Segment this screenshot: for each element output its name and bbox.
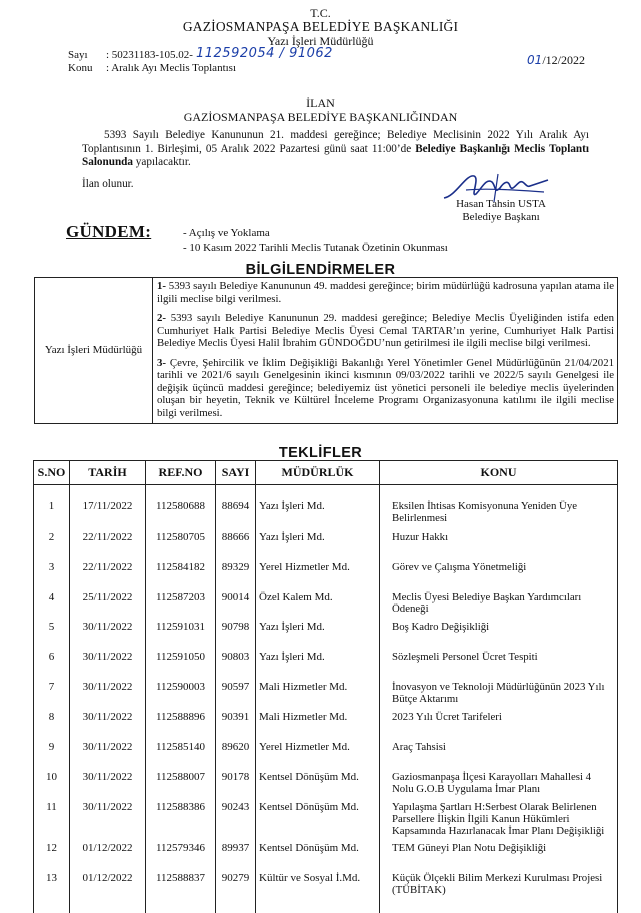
- info-item-number: 2-: [157, 312, 166, 324]
- table-row: [34, 617, 618, 647]
- column-header-date: TARİH: [70, 461, 146, 485]
- row-department: Özel Kalem Md.: [256, 587, 380, 617]
- row-subject: Küçük Ölçekli Bilim Merkezi Kurulması Projesi (TÜBİTAK): [380, 868, 618, 913]
- notice-subtitle: GAZİOSMANPAŞA BELEDİYE BAŞKANLIĞINDAN: [183, 110, 458, 124]
- info-items: [153, 278, 618, 424]
- row-date: 30/11/2022: [70, 797, 146, 838]
- row-number: 12: [34, 838, 70, 868]
- row-ref-no: 112585140: [146, 737, 216, 767]
- info-item: [157, 312, 614, 350]
- agenda-item: - 10 Kasım 2022 Tarihli Meclis Tutanak Özetinin Okunması: [183, 242, 448, 254]
- row-date: 01/12/2022: [70, 868, 146, 913]
- info-item: [157, 280, 614, 305]
- row-ref-no: 112584182: [146, 557, 216, 587]
- row-sayi: 90014: [216, 587, 256, 617]
- row-sayi: 90178: [216, 767, 256, 797]
- row-ref-no: 112591050: [146, 647, 216, 677]
- row-sayi: 90279: [216, 868, 256, 913]
- row-subject: TEM Güneyi Plan Notu Değişikliği: [380, 838, 618, 868]
- row-sayi: 90798: [216, 617, 256, 647]
- agenda-item: - Açılış ve Yoklama: [183, 227, 270, 239]
- reference-block: [68, 46, 333, 75]
- row-date: 22/11/2022: [70, 557, 146, 587]
- row-number: 13: [34, 868, 70, 913]
- row-sayi: 90243: [216, 797, 256, 838]
- signatory-name: Hasan Tahsin USTA: [456, 198, 546, 210]
- row-department: Yazı İşleri Md.: [256, 527, 380, 557]
- table-row: [34, 485, 618, 527]
- date-handwritten-day: 01: [527, 53, 543, 67]
- info-item-text: Çevre, Şehircilik ve İklim Değişikliği Bakanlığı Yerel Yönetimler Genel Müdürlüğünün 21/04/2021 tarihli ve 2021/6 sayılı Genelgesinin ikinci kısmının 09/03/2022 tarihli ve 2022/5 sayılı Genelgesi ile değişik üçüncü maddesi gereğince; belediyemiz üst yönetici personeli ile belediye meclis üyelerinden oluşan bir heyetin, Teknik ve Kültürel İnceleme Programı Organizasyonuna katılımı ile ilgili meclise bilgi verilmesi.: [157, 356, 614, 419]
- signatory-title: Belediye Başkanı: [462, 211, 540, 223]
- row-number: 9: [34, 737, 70, 767]
- row-sayi: 89620: [216, 737, 256, 767]
- row-department: Yerel Hizmetler Md.: [256, 737, 380, 767]
- table-row: [34, 647, 618, 677]
- table-row: [34, 767, 618, 797]
- row-ref-no: 112590003: [146, 677, 216, 707]
- notice-body: [82, 129, 589, 170]
- info-item-number: 3-: [157, 356, 166, 369]
- notice-body-part2: yapılacaktır.: [133, 156, 191, 168]
- row-date: 01/12/2022: [70, 838, 146, 868]
- republic-label: T.C.: [310, 6, 331, 20]
- row-number: 8: [34, 707, 70, 737]
- notice-title: İLAN: [306, 96, 335, 110]
- row-ref-no: 112588386: [146, 797, 216, 838]
- notice-body-part1: 5393 Sayılı Belediye Kanununun 21. maddesi gereğince; Belediye Meclisinin 2022 Yılı Aralık Ayı Toplantısının 1. Birleşimi, 05 Aralık 2022 Pazartesi günü saat 11:00’de: [82, 129, 589, 155]
- sayi-row: [68, 46, 333, 62]
- row-date: 17/11/2022: [70, 485, 146, 527]
- row-department: Kentsel Dönüşüm Md.: [256, 797, 380, 838]
- row-number: 4: [34, 587, 70, 617]
- row-number: 1: [34, 485, 70, 527]
- table-row: [34, 587, 618, 617]
- konu-value: : Aralık Ayı Meclis Toplantısı: [106, 62, 237, 74]
- row-subject: Boş Kadro Değişikliği: [380, 617, 618, 647]
- row-sayi: 89937: [216, 838, 256, 868]
- row-ref-no: 112588837: [146, 868, 216, 913]
- row-number: 3: [34, 557, 70, 587]
- column-header-ref: REF.NO: [146, 461, 216, 485]
- sayi-handwritten: 112592054 / 91062: [195, 46, 333, 61]
- row-number: 11: [34, 797, 70, 838]
- signatory-block: [445, 198, 557, 224]
- column-header-sno: S.NO: [34, 461, 70, 485]
- table-row: [34, 707, 618, 737]
- row-subject: Sözleşmeli Personel Ücret Tespiti: [380, 647, 618, 677]
- row-subject: 2023 Yılı Ücret Tarifeleri: [380, 707, 618, 737]
- konu-row: [68, 62, 333, 75]
- row-ref-no: 112580688: [146, 485, 216, 527]
- row-date: 30/11/2022: [70, 677, 146, 707]
- row-department: Yazı İşleri Md.: [256, 485, 380, 527]
- row-ref-no: 112579346: [146, 838, 216, 868]
- row-number: 5: [34, 617, 70, 647]
- agenda-title: GÜNDEM:: [66, 222, 152, 241]
- row-sayi: 88694: [216, 485, 256, 527]
- row-date: 30/11/2022: [70, 767, 146, 797]
- row-date: 30/11/2022: [70, 617, 146, 647]
- notice-heading: [0, 96, 641, 124]
- notice-body-venue: Belediye Başkanlığı Meclis Toplantı Salonunda: [82, 142, 589, 168]
- row-sayi: 89329: [216, 557, 256, 587]
- notice-closing: İlan olunur.: [82, 178, 134, 190]
- proposals-title: TEKLİFLER: [278, 445, 363, 461]
- sayi-value: : 50231183-105.02-: [106, 49, 193, 61]
- row-department: Yerel Hizmetler Md.: [256, 557, 380, 587]
- department-name: Yazı İşleri Müdürlüğü: [267, 34, 374, 48]
- row-number: 2: [34, 527, 70, 557]
- info-section-title: BİLGİLENDİRMELER: [245, 262, 396, 278]
- info-item-number: 1-: [157, 280, 166, 292]
- column-header-department: MÜDÜRLÜK: [256, 461, 380, 485]
- sayi-label: Sayı: [68, 49, 88, 61]
- row-subject: Eksilen İhtisas Komisyonuna Yeniden Üye Belirlenmesi: [380, 485, 618, 527]
- row-date: 30/11/2022: [70, 647, 146, 677]
- row-ref-no: 112580705: [146, 527, 216, 557]
- row-department: Kentsel Dönüşüm Md.: [256, 767, 380, 797]
- row-date: 30/11/2022: [70, 707, 146, 737]
- row-department: Mali Hizmetler Md.: [256, 677, 380, 707]
- info-item: [157, 357, 614, 420]
- row-department: Mali Hizmetler Md.: [256, 707, 380, 737]
- agenda-list: [183, 226, 448, 256]
- info-table: [34, 277, 618, 424]
- info-item-text: 5393 sayılı Belediye Kanununun 49. maddesi gereğince; birim müdürlüğü kadrosuna yapılan atama ile ilgili meclise bilgi verilmesi.: [157, 280, 614, 305]
- table-row: [34, 527, 618, 557]
- table-row: [34, 677, 618, 707]
- table-row: [34, 557, 618, 587]
- row-department: Yazı İşleri Md.: [256, 617, 380, 647]
- row-subject: Gaziosmanpaşa İlçesi Karayolları Mahallesi 4 Nolu G.O.B Uygulama İmar Planı: [380, 767, 618, 797]
- info-department: Yazı İşleri Müdürlüğü: [35, 278, 153, 424]
- row-department: Yazı İşleri Md.: [256, 647, 380, 677]
- row-subject: Huzur Hakkı: [380, 527, 618, 557]
- row-ref-no: 112587203: [146, 587, 216, 617]
- info-item-text: 5393 sayılı Belediye Kanununun 29. maddesi gereğince; Belediye Meclis Üyeliğinden istifa eden Cumhuriyet Halk Partisi Belediye Meclis Üyesi Cemal TARTAR’ın yerine, Cumhuriyet Halk Partisi Belediye Meclis Üyesi Halil İbrahim GÜNDOĞDU’nun getirilmesi ile ilgili meclise bilgi verilmesi.: [157, 312, 614, 349]
- table-row: [34, 868, 618, 913]
- row-ref-no: 112591031: [146, 617, 216, 647]
- row-sayi: 88666: [216, 527, 256, 557]
- row-department: Kültür ve Sosyal İ.Md.: [256, 868, 380, 913]
- row-sayi: 90597: [216, 677, 256, 707]
- info-row: [35, 278, 618, 424]
- row-sayi: 90391: [216, 707, 256, 737]
- row-date: 30/11/2022: [70, 737, 146, 767]
- row-ref-no: 112588007: [146, 767, 216, 797]
- document-date: [527, 53, 585, 68]
- row-department: Kentsel Dönüşüm Md.: [256, 838, 380, 868]
- municipality-name: GAZİOSMANPAŞA BELEDİYE BAŞKANLIĞI: [182, 19, 459, 34]
- table-row: [34, 737, 618, 767]
- proposals-body: [34, 485, 618, 913]
- row-date: 25/11/2022: [70, 587, 146, 617]
- row-number: 6: [34, 647, 70, 677]
- row-ref-no: 112588896: [146, 707, 216, 737]
- row-subject: Meclis Üyesi Belediye Başkan Yardımcıları Ödeneği: [380, 587, 618, 617]
- row-subject: Görev ve Çalışma Yönetmeliği: [380, 557, 618, 587]
- row-subject: İnovasyon ve Teknoloji Müdürlüğünün 2023 Yılı Bütçe Aktarımı: [380, 677, 618, 707]
- konu-label: Konu: [68, 62, 93, 74]
- table-row: [34, 838, 618, 868]
- row-number: 10: [34, 767, 70, 797]
- row-subject: Yapılaşma Şartları H:Serbest Olarak Belirlenen Parsellere İlişkin İlgili Kanun Hükümleri Kapsamında Hazırlanacak İmar Planı Değişikliği: [380, 797, 618, 838]
- letterhead: [22, 0, 619, 48]
- date-month-year: /12/2022: [542, 53, 585, 67]
- row-sayi: 90803: [216, 647, 256, 677]
- column-header-subject: KONU: [380, 461, 618, 485]
- row-subject: Araç Tahsisi: [380, 737, 618, 767]
- proposals-table: [33, 460, 618, 913]
- row-number: 7: [34, 677, 70, 707]
- proposals-header-row: [34, 461, 618, 485]
- table-row: [34, 797, 618, 838]
- row-date: 22/11/2022: [70, 527, 146, 557]
- column-header-sayi: SAYI: [216, 461, 256, 485]
